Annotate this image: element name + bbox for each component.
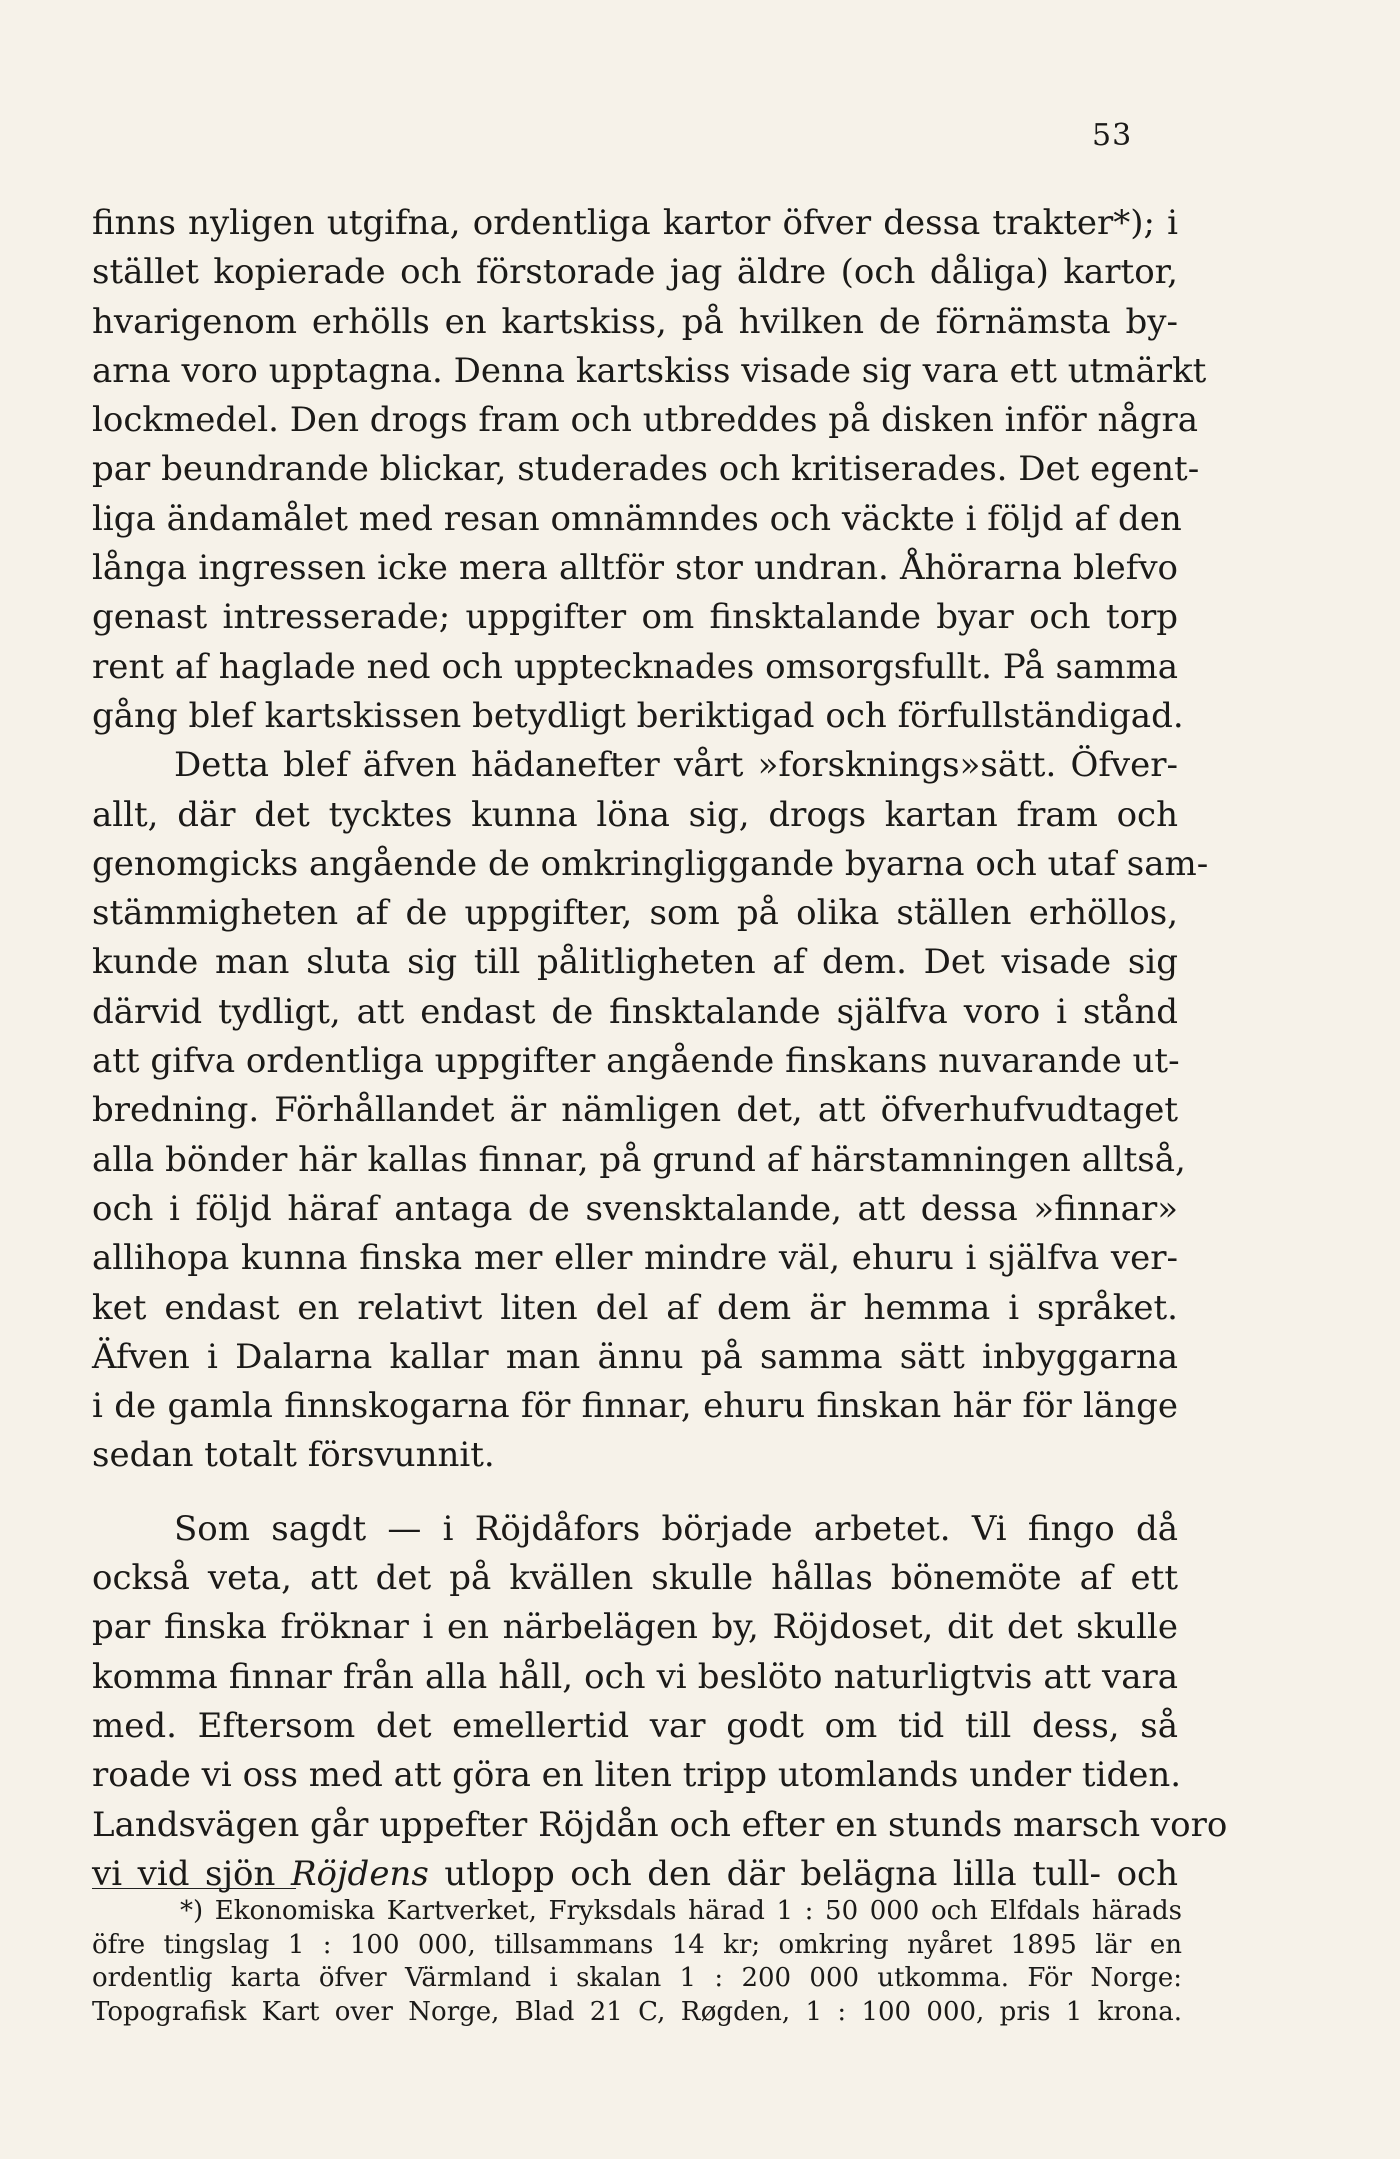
text-line: därvid tydligt, att endast de finsktalande själfva voro i stånd [92, 991, 1178, 1032]
text-fragment: utlopp och den där belägna lilla tull- och [444, 1853, 1178, 1894]
footnote-rule [92, 1888, 296, 1889]
text-line: roade vi oss med att göra en liten tripp utomlands under tiden. [92, 1755, 1182, 1796]
text-line: att gifva ordentliga uppgifter angående finskans nuvarande ut- [92, 1041, 1180, 1082]
text-line: bredning. Förhållandet är nämligen det, att öfverhufvudtaget [92, 1090, 1178, 1131]
text-line: komma finnar från alla håll, och vi beslöto naturligtvis att vara [92, 1656, 1178, 1697]
text-line: rent af haglade ned och upptecknades omsorgsfullt. På samma [92, 646, 1178, 687]
text-line: Äfven i Dalarna kallar man ännu på samma sätt inbyggarna [92, 1336, 1178, 1377]
footnote-line: *) Ekonomiska Kartverket, Fryksdals härad 1 : 50 000 och Elfdals härads [180, 1896, 1182, 1926]
text-line: i de gamla finnskogarna för finnar, ehuru finskan här för länge [92, 1386, 1178, 1427]
text-line: finns nyligen utgifna, ordentliga kartor öfver dessa trakter*); i [92, 203, 1178, 243]
text-line: stämmigheten af de uppgifter, som på olika ställen erhöllos, [92, 893, 1178, 934]
text-line: hvarigenom erhölls en kartskiss, på hvilken de förnämsta by- [92, 301, 1178, 342]
text-line: stället kopierade och förstorade jag äldre (och dåliga) kartor, [92, 252, 1178, 293]
text-fragment: vi vid sjön [92, 1853, 276, 1894]
text-line: allt, där det tycktes kunna löna sig, drogs kartan fram och [92, 794, 1178, 835]
text-line: och i följd häraf antaga de svensktalande, att dessa »finnar» [92, 1188, 1178, 1229]
footnote-line: Topografisk Kart over Norge, Blad 21 C, Røgden, 1 : 100 000, pris 1 krona. [92, 1996, 1182, 2027]
text-line: långa ingressen icke mera alltför stor undran. Åhörarna blefvo [92, 548, 1178, 589]
text-line: också veta, att det på kvällen skulle hållas bönemöte af ett [92, 1558, 1178, 1599]
text-line: liga ändamålet med resan omnämndes och väckte i följd af den [92, 498, 1182, 539]
footnote-line: öfre tingslag 1 : 100 000, tillsammans 14 kr; omkring nyåret 1895 lär en [92, 1929, 1182, 1960]
page-number: 53 [1092, 118, 1133, 153]
text-line: kunde man sluta sig till pålitligheten af dem. Det visade sig [92, 942, 1178, 983]
paragraph-gap [92, 1481, 1178, 1505]
text-line: arna voro upptagna. Denna kartskiss visade sig vara ett utmärkt [92, 350, 1207, 391]
text-line: genomgicks angående de omkringliggande byarna och utaf sam- [92, 843, 1209, 884]
footnote [92, 1895, 1182, 2029]
text-line: gång blef kartskissen betydligt beriktigad och förfullständigad. [92, 695, 1184, 736]
footnote-line: ordentlig karta öfver Värmland i skalan 1 : 200 000 utkomma. För Norge: [92, 1963, 1182, 1993]
text-line: genast intresserade; uppgifter om finsktalande byar och torp [92, 597, 1178, 638]
text-line [92, 1850, 1178, 1899]
text-line: ket endast en relativt liten del af dem är hemma i språket. [92, 1287, 1178, 1328]
italic-place-name: Röjdens [290, 1853, 429, 1894]
paragraph-start-line: Detta blef äfven hädanefter vårt »forsknings»sätt. Öfver- [174, 745, 1178, 786]
text-line: sedan totalt försvunnit. [92, 1435, 495, 1476]
text-line: allihopa kunna finska mer eller mindre väl, ehuru i själfva ver- [92, 1238, 1178, 1279]
body-text [92, 199, 1228, 1899]
text-line: alla bönder här kallas finnar, på grund af härstamningen alltså, [92, 1139, 1186, 1180]
text-line: par finska fröknar i en närbelägen by, Röjdoset, dit det skulle [92, 1607, 1178, 1648]
text-line: par beundrande blickar, studerades och kritiserades. Det egent- [92, 449, 1200, 490]
paragraph-start-line: Som sagdt — i Röjdåfors började arbetet. Vi fingo då [174, 1508, 1178, 1549]
text-line: lockmedel. Den drogs fram och utbreddes på disken inför några [92, 400, 1198, 441]
text-line: med. Eftersom det emellertid var godt om tid till dess, så [92, 1705, 1178, 1746]
text-line: Landsvägen går uppefter Röjdån och efter en stunds marsch voro [92, 1804, 1228, 1845]
